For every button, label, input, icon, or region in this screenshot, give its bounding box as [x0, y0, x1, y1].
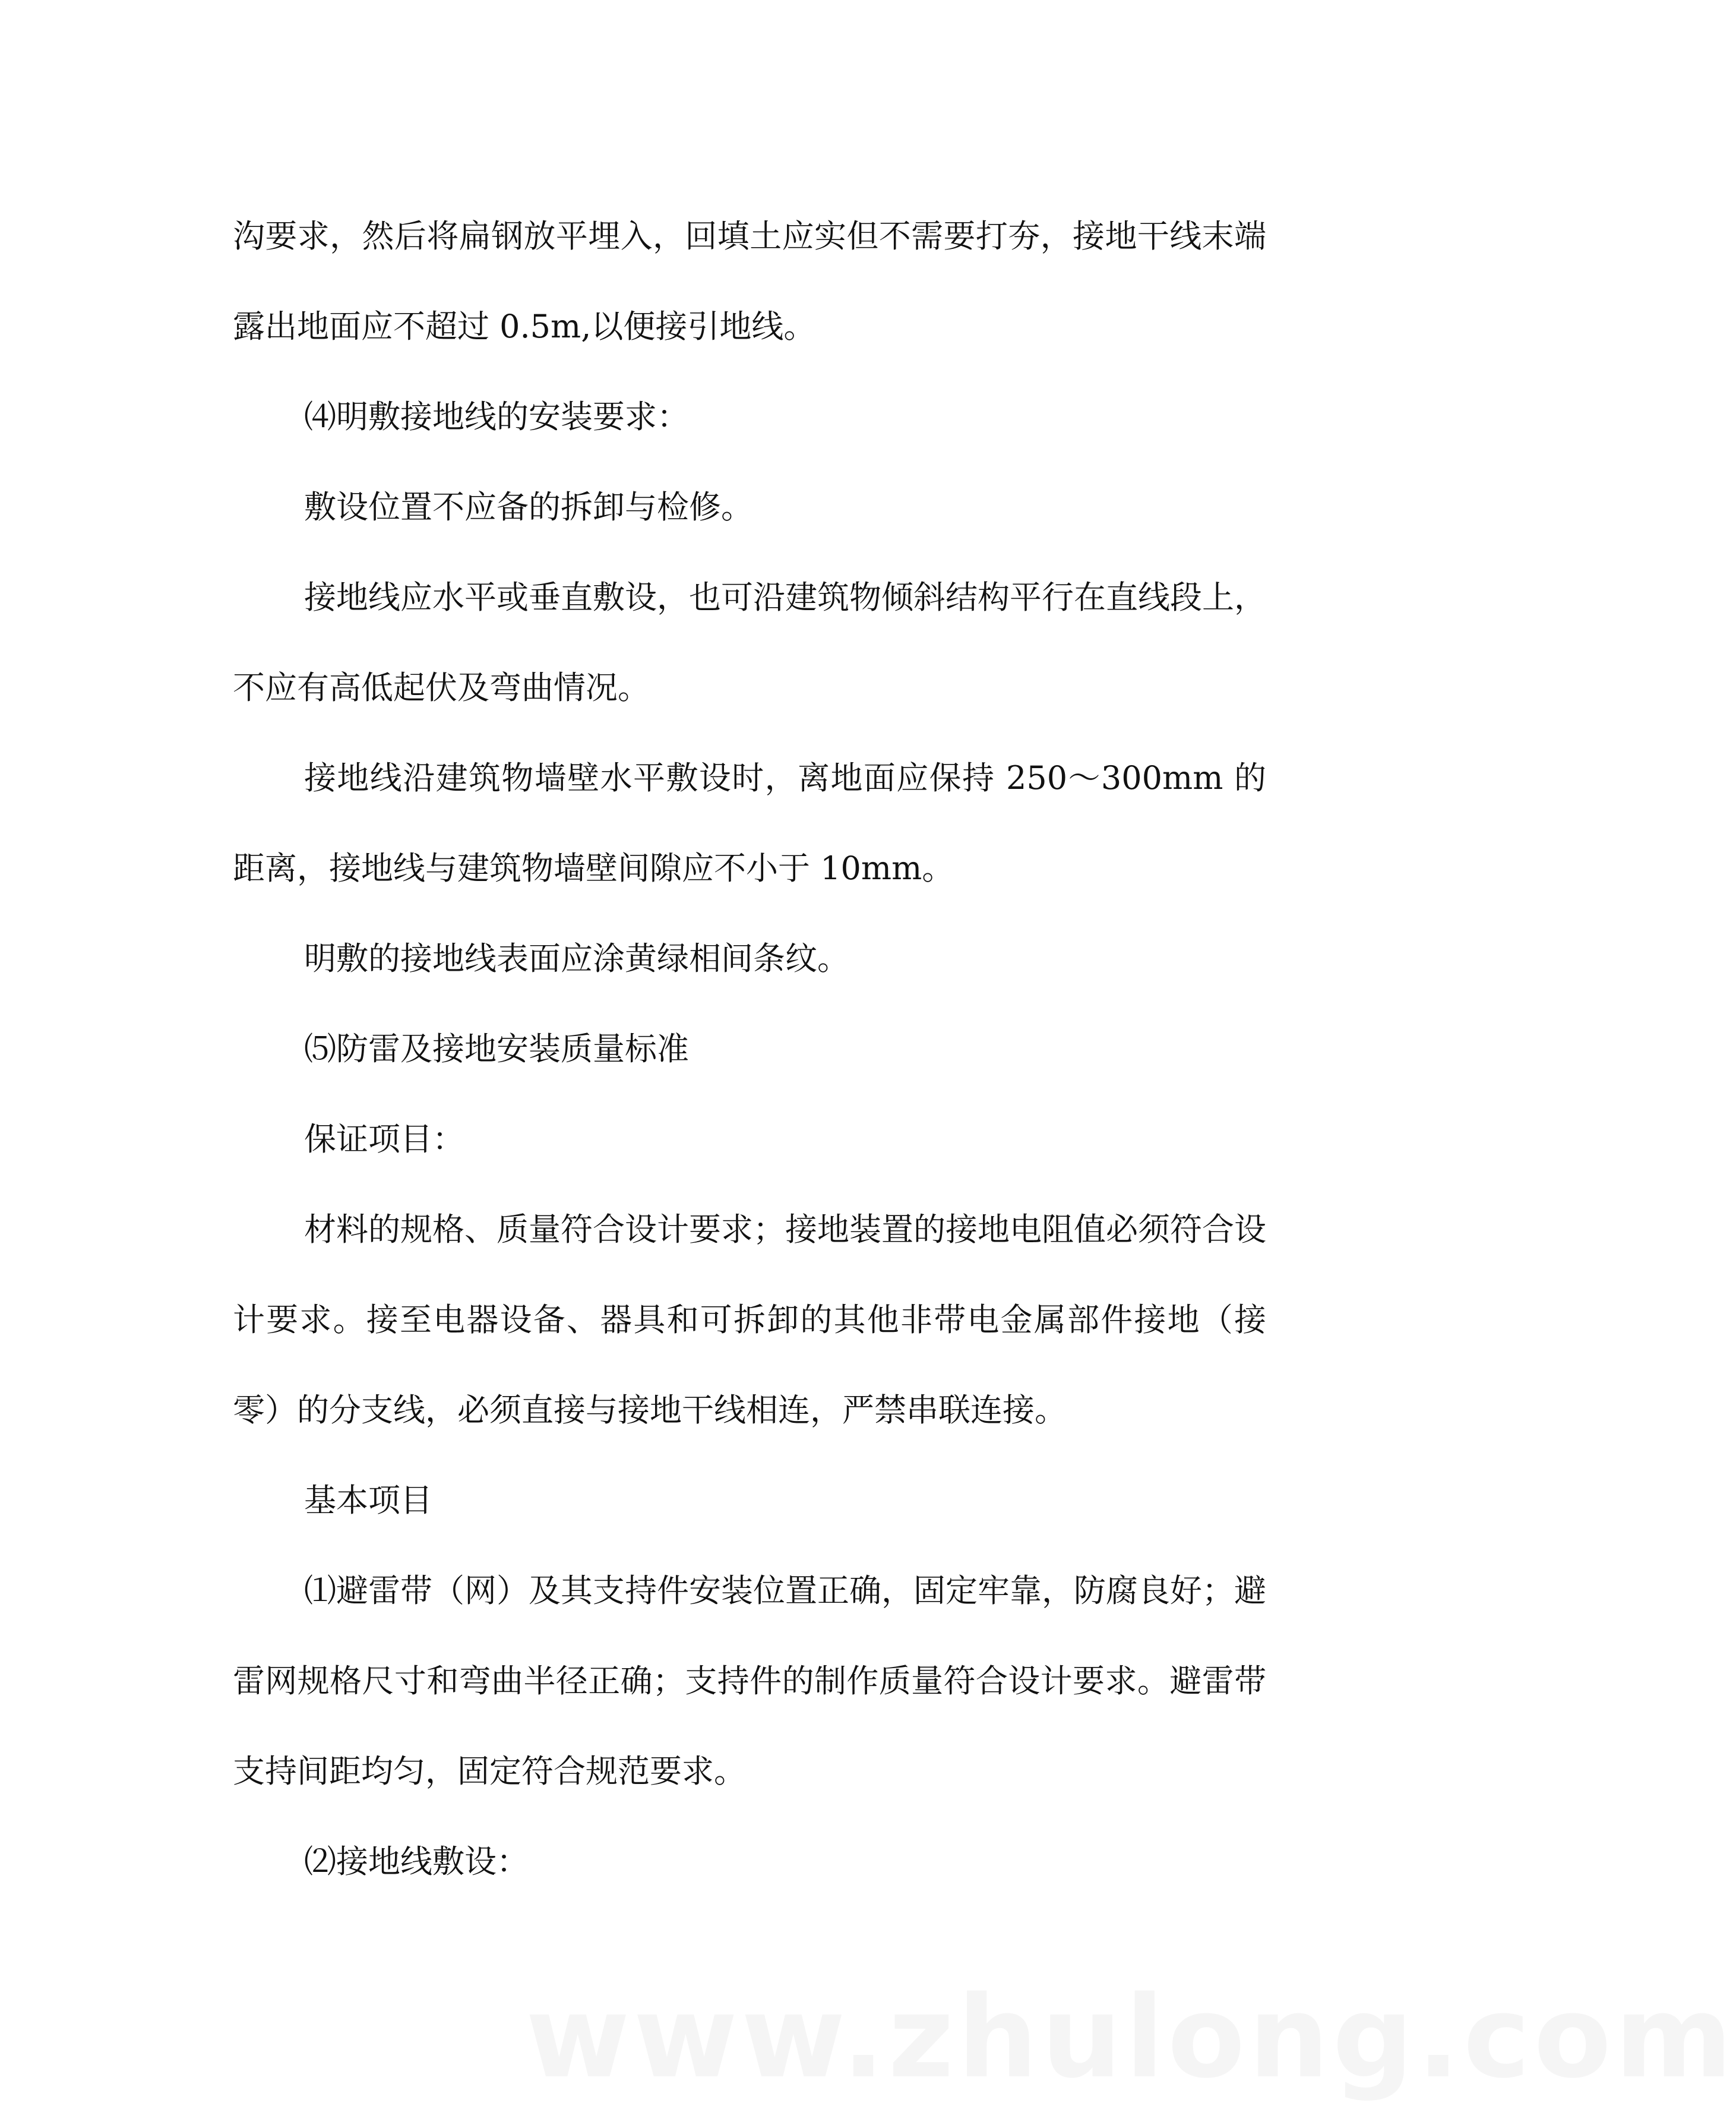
paragraph-11: ⑴避雷带（网）及其支持件安装位置正确，固定牢靠，防腐良好；避雷网规格尺寸和弯曲半径正确；支持件的制作质量符合设计要求。避雷带支持间距均匀，固定符合规范要求。 — [233, 1572, 1266, 1790]
paragraph-3: 敷设位置不应备的拆卸与检修。 — [304, 488, 753, 526]
watermark: www.zhulong.com — [526, 1972, 1736, 2103]
paragraph-9: 材料的规格、质量符合设计要求；接地装置的接地电阻值必须符合设计要求。接至电器设备、器具和可拆卸的其他非带电金属部件接地（接零）的分支线，必须直接与接地干线相连，严禁串联连接。 — [233, 1211, 1266, 1429]
paragraph-5: 接地线沿建筑物墙壁水平敷设时，离地面应保持 250～300mm 的距离，接地线与建筑物墙壁间隙应不小于 10mm。 — [233, 759, 1266, 887]
paragraph-8: 保证项目： — [304, 1120, 464, 1158]
document-body — [233, 191, 1266, 1907]
paragraph-1: 沟要求，然后将扁钢放平埋入，回填土应实但不需要打夯，接地干线末端露出地面应不超过 0.5m,以便接引地线。 — [233, 217, 1266, 345]
paragraph-12: ⑵接地线敷设： — [304, 1843, 529, 1880]
paragraph-4: 接地线应水平或垂直敷设，也可沿建筑物倾斜结构平行在直线段上，不应有高低起伏及弯曲情况。 — [233, 579, 1266, 706]
paragraph-2: ⑷明敷接地线的安装要求： — [304, 398, 689, 435]
paragraph-7: ⑸防雷及接地安装质量标准 — [304, 1030, 689, 1068]
paragraph-10: 基本项目 — [304, 1482, 432, 1519]
paragraph-6: 明敷的接地线表面应涂黄绿相间条纹。 — [304, 940, 849, 977]
